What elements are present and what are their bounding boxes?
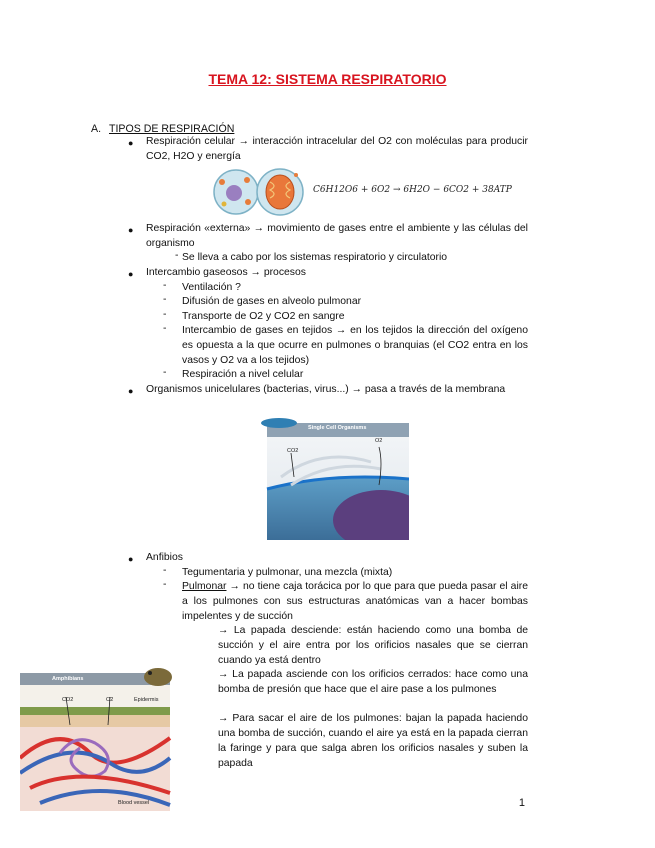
amphibian-pulmonary [182,579,528,624]
dash: - [163,280,167,291]
arrow-step-2: → La papada asciende con los orificios cerrados: hace como una bomba de presión que hace que el aire pase a los pulmones [218,669,528,695]
section-label: TIPOS DE RESPIRACIÓN [109,123,235,135]
dash: - [163,367,167,378]
bullet-cellular-respiration: Respiración celular → interacción intracelular del O2 con moléculas para producir CO2, H2O y energía [146,136,528,162]
section-letter: A. [91,123,102,135]
single-cell-o2-label: O2 [375,438,383,444]
process-item: Ventilación ? [182,282,241,293]
page-title: TEMA 12: SISTEMA RESPIRATORIO [208,71,447,87]
process-item: Intercambio de gases en tejidos → en los tejidos la dirección del oxígeno es opuesta a la que ocurre en pulmones o branquias (el CO2 entra en los vasos y O2 va a los tejidos) [182,325,528,366]
dash: - [163,323,167,334]
single-cell-figure [261,417,409,540]
single-cell-co2-label: CO2 [287,448,299,454]
dash: - [163,565,167,576]
single-cell-figure-title: Single Cell Organisms [308,425,367,431]
amphibian-mixed: Tegumentaria y pulmonar, una mezcla (mixta) [182,567,393,578]
amphibian-figure [20,663,180,811]
amphibian-co2-label: CO2 [62,697,74,703]
dash: - [163,294,167,305]
dash: - [163,309,167,320]
dash: - [163,579,167,590]
arrow-step-1: → La papada desciende: están haciendo como una bomba de succión y el aire entra por los orificios nasales que se cierran cuando ya está dentro [218,625,528,666]
bullet-dot: ● [128,554,134,564]
dash: - [175,250,179,261]
amphibian-figure-title: Amphibians [52,676,84,682]
bullet-dot: ● [128,386,134,396]
amphibian-epidermis-label: Epidermis [134,697,159,703]
pulmonary-text: → no tiene caja torácica por lo que para que pueda pasar el aire a los pulmones con sus estructuras anatómicas van a hacer bombas impelentes y de succión [182,581,528,622]
process-item: Difusión de gases en alveolo pulmonar [182,296,362,307]
bullet-dot: ● [128,138,134,148]
bullet-gas-exchange: Intercambio gaseosos → procesos [146,267,306,278]
sub-respiratory-circulatory: Se lleva a cabo por los sistemas respiratorio y circulatorio [182,252,448,263]
bullet-unicellular: Organismos unicelulares (bacterias, virus...) → pasa a través de la membrana [146,384,506,395]
bullet-dot: ● [128,269,134,279]
cell-mitochondria-figure [212,166,307,218]
process-item: Respiración a nivel celular [182,369,304,380]
process-item: Transporte de O2 y CO2 en sangre [182,311,345,322]
arrow-step-3: → Para sacar el aire de los pulmones: bajan la papada haciendo una bomba de succión, cuando el aire ya está en la papada cierran la faringe y para que salga abren los orificios nasales y suben la papada [218,713,528,769]
amphibian-vessel-label: Blood vessel [118,800,150,806]
bullet-amphibians: Anfibios [146,552,183,563]
respiration-equation: C6H12O6 + 6O2 → 6H2O − 6CO2 + 38ATP [313,185,512,195]
bullet-external-respiration: Respiración «externa» → movimiento de gases entre el ambiente y las células del organismo [146,223,528,249]
pulmonary-label: Pulmonar [182,581,227,592]
page-number: 1 [518,797,525,809]
bullet-dot: ● [128,225,134,235]
amphibian-o2-label: O2 [106,697,114,703]
